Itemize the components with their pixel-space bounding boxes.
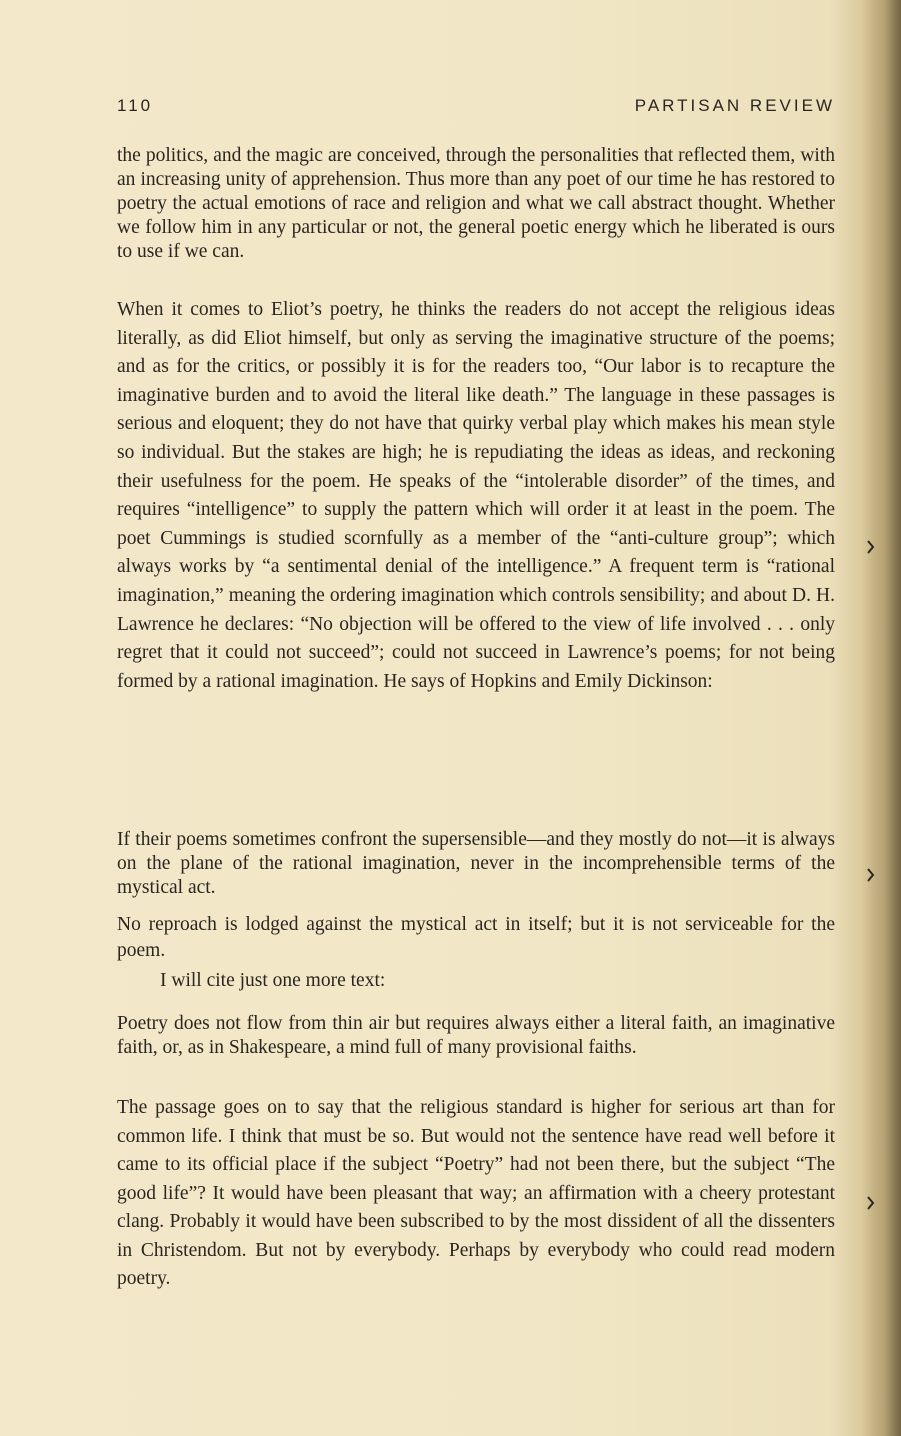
page-gutter-shadow [861,0,901,1436]
page-number: 110 [117,96,154,115]
quote-3-text: Poetry does not flow from thin air but requires always either a literal faith, an imaginative faith, or, as in Shakespeare, a mind full of many provisional faiths. [117,1013,835,1058]
running-head [117,96,835,122]
paragraph-4 [117,1094,835,1294]
paragraph-2 [117,912,835,964]
paragraph-3 [117,968,835,994]
paragraph-4-text: The passage goes on to say that the religious standard is higher for serious art than for common life. I think that must be so. But would not the sentence have read well before it came to its official place if the subject “Poetry” had not been there, but the subject “The good life”? It would have been pleasant that way; an affirmation with a cheery protestant clang. Probably it would have been subscribed to by the most dissident of all the dissenters in Christendom. But not by everybody. Perhaps by everybody who could read modern poetry. [117,1097,835,1289]
margin-tick-mark [867,868,875,882]
journal-title: PARTISAN REVIEW [634,96,835,115]
block-quote-continuation [117,144,835,264]
block-quote-2 [117,828,835,900]
paragraph-1-text: When it comes to Eliot’s poetry, he thinks the readers do not accept the religious ideas literally, as did Eliot himself, but only as serving the imaginative structure of the poems; and as for the critics, or possibly it is for the readers too, “Our labor is to recapture the imaginative burden and to avoid the literal like death.” The language in these passages is serious and eloquent; they do not have that quirky verbal play which makes his mean style so individual. But the stakes are high; he is repudiating the ideas as ideas, and reckoning their usefulness for the poem. He speaks of the “intolerable disorder” of the times, and requires “intelligence” to supply the pattern which will order it at least in the poem. The poet Cummings is studied scornfully as a member of the “anti-culture group”; which always works by “a sentimental denial of the intelligence.” A frequent term is “rational imagination,” meaning the ordering imagination which controls sensibility; and about D. H. Lawrence he declares: “No objection will be offered to the view of life involved . . . only regret that it could not succeed”; could not succeed in Lawrence’s poems; for not being formed by a rational imagination. He says of Hopkins and Emily Dickinson: [117,299,835,692]
quote-continuation-text: the politics, and the magic are conceived, through the personalities that reflected them, with an increasing unity of apprehension. Thus more than any poet of our time he has restored to poetry the actual emotions of race and religion and what we call abstract thought. Whether we follow him in any particular or not, the general poetic energy which he liberated is ours to use if we can. [117,145,835,262]
margin-tick-mark [867,540,875,554]
paragraph-3-text: I will cite just one more text: [160,970,386,991]
margin-tick-mark [867,1196,875,1210]
block-quote-3 [117,1012,835,1060]
quote-2-text: If their poems sometimes confront the supersensible—and they mostly do not—it is always on the plane of the rational imagination, never in the incomprehensible terms of the mystical act. [117,829,835,898]
paragraph-1 [117,296,835,696]
paragraph-2-text: No reproach is lodged against the mystical act in itself; but it is not serviceable for the poem. [117,914,835,961]
